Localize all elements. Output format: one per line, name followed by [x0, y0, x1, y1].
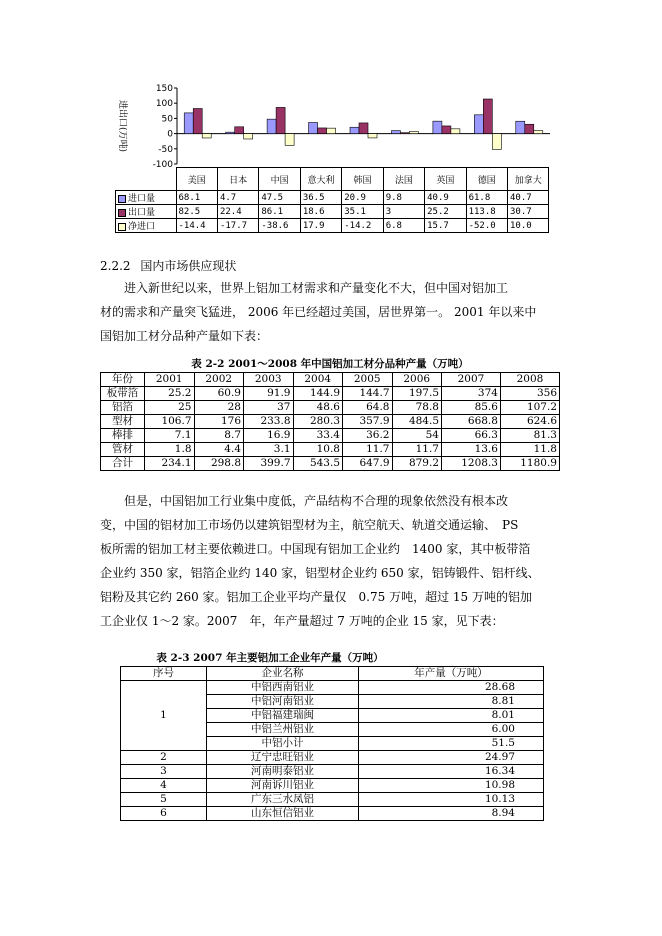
bar-进口量-意大利 — [309, 123, 318, 134]
table-row — [121, 793, 544, 807]
bar-出口量-法国 — [400, 133, 409, 134]
chart-legend-entry — [116, 205, 177, 219]
paragraph-line: 工企业仅 1～2 家。2007 年，年产量超过 7 万吨的企业 15 家，见下表： — [100, 614, 504, 628]
table-cell: 25.2 — [145, 387, 195, 401]
chart-series-row — [116, 219, 549, 233]
table22-header-cell: 2006 — [392, 373, 442, 387]
table23-header-cell: 企业名称 — [207, 667, 359, 681]
row-number: 2 — [121, 751, 207, 765]
company-name: 河南明泰铝业 — [207, 765, 359, 779]
paragraph-1 — [100, 276, 570, 348]
table22-header-cell: 2004 — [293, 373, 343, 387]
chart-category-label: 加拿大 — [508, 168, 549, 191]
table-cell: 1.8 — [145, 443, 195, 457]
bar-出口量-韩国 — [359, 123, 368, 134]
legend-swatch — [118, 195, 126, 203]
row-label: 型材 — [101, 415, 145, 429]
table-row — [101, 457, 560, 471]
row-label: 板带箔 — [101, 387, 145, 401]
paragraph-line: 企业约 350 家，铝箔企业约 140 家，铝型材企业约 650 家，铝铸锻件、铝杆线、 — [100, 566, 540, 580]
chart-series-row — [116, 205, 549, 219]
table-cell: 11.7 — [343, 443, 393, 457]
table-cell: 81.3 — [500, 429, 559, 443]
section-number: 2.2.2 — [100, 259, 131, 273]
y-tick-label: -100 — [152, 160, 173, 167]
chart-data-label: 6.8 — [383, 219, 424, 233]
table22-header-cell: 2002 — [194, 373, 244, 387]
chart-data-label: 25.2 — [425, 205, 466, 219]
bar-净进口-德国 — [492, 134, 501, 150]
chart-data-label: 113.8 — [466, 205, 507, 219]
trade-chart — [110, 82, 560, 167]
row-label: 铝箔 — [101, 401, 145, 415]
bar-净进口-英国 — [451, 129, 460, 134]
bar-出口量-德国 — [483, 99, 492, 134]
chart-table-corner — [116, 168, 177, 191]
table-cell: 647.9 — [343, 457, 393, 471]
annual-output: 8.94 — [359, 807, 544, 821]
table-cell: 54 — [392, 429, 442, 443]
chart-data-table — [115, 167, 549, 233]
company-name: 中铝兰州铝业 — [207, 723, 359, 737]
table-row — [121, 681, 544, 695]
bar-进口量-中国 — [267, 119, 276, 133]
company-name: 中铝福建瑞闽 — [207, 709, 359, 723]
chart-data-label: 36.5 — [300, 191, 341, 205]
paragraph-2 — [100, 489, 570, 633]
row-label: 合计 — [101, 457, 145, 471]
bar-进口量-英国 — [433, 121, 442, 133]
chart-data-label: -14.4 — [176, 219, 217, 233]
table-cell: 144.7 — [343, 387, 393, 401]
y-tick-label: -50 — [158, 144, 173, 155]
chart-data-label: -52.0 — [466, 219, 507, 233]
table-cell: 64.8 — [343, 401, 393, 415]
paragraph-line: 板所需的铝加工材主要依赖进口。中国现有铝加工企业约 1400 家，其中板带箔 — [100, 542, 531, 556]
chart-data-label: 47.5 — [259, 191, 300, 205]
table22-header-cell: 年份 — [101, 373, 145, 387]
row-label: 棒排 — [101, 429, 145, 443]
table22-caption: 表 2-2 2001～2008 年中国铝加工材分品种产量（万吨） — [191, 358, 469, 370]
bar-进口量-日本 — [226, 132, 235, 133]
table23-header-cell: 年产量（万吨） — [359, 667, 544, 681]
annual-output: 51.5 — [359, 737, 544, 751]
y-tick-label: 150 — [155, 84, 173, 94]
row-label: 管材 — [101, 443, 145, 457]
table-cell: 37 — [244, 401, 294, 415]
table22-header-cell: 2003 — [244, 373, 294, 387]
table-cell: 91.9 — [244, 387, 294, 401]
y-tick-label: 50 — [161, 114, 173, 125]
chart-legend-entry — [116, 219, 177, 233]
bar-净进口-美国 — [202, 134, 211, 138]
table-cell: 7.1 — [145, 429, 195, 443]
chart-category-label: 中国 — [259, 168, 300, 191]
company-name: 山东恒信铝业 — [207, 807, 359, 821]
bar-出口量-美国 — [193, 109, 202, 134]
chart-data-label: 20.9 — [342, 191, 383, 205]
company-name: 河南诉川铝业 — [207, 779, 359, 793]
chart-category-label: 韩国 — [342, 168, 383, 191]
annual-output: 10.98 — [359, 779, 544, 793]
table-cell: 197.5 — [392, 387, 442, 401]
table-row — [121, 807, 544, 821]
table-cell: 374 — [442, 387, 501, 401]
annual-output: 10.13 — [359, 793, 544, 807]
table-cell: 356 — [500, 387, 559, 401]
chart-data-label: 82.5 — [176, 205, 217, 219]
paragraph-line: 但是，中国铝加工行业集中度低，产品结构不合理的现象依然没有根本改 — [124, 494, 509, 508]
chart-data-label: -14.2 — [342, 219, 383, 233]
table23-header-row — [121, 667, 544, 681]
chart-data-label: 40.7 — [508, 191, 549, 205]
row-number: 4 — [121, 779, 207, 793]
table-cell: 233.8 — [244, 415, 294, 429]
table-cell: 624.6 — [500, 415, 559, 429]
chart-category-label: 美国 — [176, 168, 217, 191]
legend-swatch — [118, 209, 126, 217]
chart-table-header-row — [116, 168, 549, 191]
chart-category-label: 法国 — [383, 168, 424, 191]
row-number: 5 — [121, 793, 207, 807]
chart-data-label: -38.6 — [259, 219, 300, 233]
chart-data-label: 86.1 — [259, 205, 300, 219]
table-cell: 1180.9 — [500, 457, 559, 471]
bar-净进口-法国 — [409, 132, 418, 134]
table-cell: 66.3 — [442, 429, 501, 443]
table22-header-cell: 2001 — [145, 373, 195, 387]
table-cell: 106.7 — [145, 415, 195, 429]
bar-进口量-法国 — [391, 131, 400, 134]
table-cell: 879.2 — [392, 457, 442, 471]
table-cell: 36.2 — [343, 429, 393, 443]
chart-data-label: 10.0 — [508, 219, 549, 233]
table-row — [101, 401, 560, 415]
row-number: 6 — [121, 807, 207, 821]
table-cell: 11.8 — [500, 443, 559, 457]
paragraph-line: 进入新世纪以来，世界上铝加工材需求和产量变化不大，但中国对铝加工 — [124, 281, 509, 295]
annual-output: 24.97 — [359, 751, 544, 765]
chart-data-label: 4.7 — [217, 191, 258, 205]
table22-header-row — [101, 373, 560, 387]
table-cell: 48.6 — [293, 401, 343, 415]
chart-data-label: 15.7 — [425, 219, 466, 233]
chart-data-label: 18.6 — [300, 205, 341, 219]
y-axis-label: 进出口(万吨) — [117, 99, 127, 153]
table-cell: 8.7 — [194, 429, 244, 443]
bar-出口量-加拿大 — [525, 124, 534, 133]
bar-进口量-韩国 — [350, 127, 359, 133]
chart-legend-entry — [116, 191, 177, 205]
company-name: 中铝西南铝业 — [207, 681, 359, 695]
bar-进口量-德国 — [474, 115, 483, 134]
section-title: 国内市场供应现状 — [140, 259, 237, 273]
section-heading — [100, 257, 236, 274]
bar-出口量-日本 — [235, 127, 244, 134]
chart-data-label: 68.1 — [176, 191, 217, 205]
table-cell: 28 — [194, 401, 244, 415]
annual-output: 28.68 — [359, 681, 544, 695]
chart-data-label: 61.8 — [466, 191, 507, 205]
table22-header-cell: 2007 — [442, 373, 501, 387]
legend-swatch — [118, 223, 126, 231]
chart-data-label: 9.8 — [383, 191, 424, 205]
table-cell: 1208.3 — [442, 457, 501, 471]
table22-header-cell: 2005 — [343, 373, 393, 387]
company-name: 中铝小计 — [207, 737, 359, 751]
bar-进口量-美国 — [184, 113, 193, 134]
table-cell: 357.9 — [343, 415, 393, 429]
chart-category-label: 德国 — [466, 168, 507, 191]
table-row — [101, 415, 560, 429]
table23 — [120, 666, 544, 821]
table-cell: 543.5 — [293, 457, 343, 471]
chart-data-label: 35.1 — [342, 205, 383, 219]
chart-category-label: 意大利 — [300, 168, 341, 191]
legend-label: 净进口 — [128, 222, 156, 232]
table-cell: 234.1 — [145, 457, 195, 471]
company-name: 辽宁忠旺铝业 — [207, 751, 359, 765]
table-cell: 33.4 — [293, 429, 343, 443]
chart-data-label: 17.9 — [300, 219, 341, 233]
table-cell: 176 — [194, 415, 244, 429]
table-cell: 11.7 — [392, 443, 442, 457]
table23-header-cell: 序号 — [121, 667, 207, 681]
table-cell: 298.8 — [194, 457, 244, 471]
bar-净进口-韩国 — [368, 134, 377, 138]
table-row — [101, 429, 560, 443]
table-row — [121, 751, 544, 765]
table-cell: 25 — [145, 401, 195, 415]
chart-category-label: 英国 — [425, 168, 466, 191]
chart-category-label: 日本 — [217, 168, 258, 191]
chart-data-label: -17.7 — [217, 219, 258, 233]
chart-series-row — [116, 191, 549, 205]
paragraph-line: 铝粉及其它约 260 家。铝加工企业平均产量仅 0.75 万吨，超过 15 万吨的铝加 — [100, 590, 532, 604]
bar-净进口-加拿大 — [534, 131, 543, 134]
legend-label: 出口量 — [128, 208, 156, 218]
company-name: 中铝河南铝业 — [207, 695, 359, 709]
table-cell: 16.9 — [244, 429, 294, 443]
chart-data-label: 30.7 — [508, 205, 549, 219]
chart-data-label: 22.4 — [217, 205, 258, 219]
table22 — [100, 372, 560, 471]
annual-output: 6.00 — [359, 723, 544, 737]
table22-header-cell: 2008 — [500, 373, 559, 387]
table-cell: 3.1 — [244, 443, 294, 457]
row-number: 3 — [121, 765, 207, 779]
annual-output: 8.01 — [359, 709, 544, 723]
chart-data-label: 40.9 — [425, 191, 466, 205]
table-cell: 78.8 — [392, 401, 442, 415]
table-row — [101, 443, 560, 457]
annual-output: 16.34 — [359, 765, 544, 779]
paragraph-line: 变，中国的铝材加工市场仍以建筑铝型材为主，航空航天、轨道交通运输、 PS — [100, 518, 519, 532]
table23-caption: 表 2-3 2007 年主要铝加工企业年产量（万吨） — [156, 652, 384, 664]
company-name: 广东三水凤铝 — [207, 793, 359, 807]
table-cell: 10.8 — [293, 443, 343, 457]
table-cell: 484.5 — [392, 415, 442, 429]
y-tick-label: 100 — [155, 99, 173, 110]
table-row — [121, 779, 544, 793]
chart-data-label: 3 — [383, 205, 424, 219]
table-cell: 85.6 — [442, 401, 501, 415]
table-cell: 4.4 — [194, 443, 244, 457]
paragraph-line: 材的需求和产量突飞猛进， 2006 年已经超过美国，居世界第一。 2001 年以来中 — [100, 305, 537, 319]
table-cell: 668.8 — [442, 415, 501, 429]
bar-出口量-英国 — [442, 126, 451, 134]
legend-label: 进口量 — [128, 194, 156, 204]
table-cell: 107.2 — [500, 401, 559, 415]
table-row — [101, 387, 560, 401]
annual-output: 8.81 — [359, 695, 544, 709]
table-cell: 60.9 — [194, 387, 244, 401]
paragraph-line: 国铝加工材分品种产量如下表： — [100, 329, 269, 343]
bar-净进口-日本 — [244, 134, 253, 139]
table-row — [121, 765, 544, 779]
table-cell: 144.9 — [293, 387, 343, 401]
table-cell: 399.7 — [244, 457, 294, 471]
bar-进口量-加拿大 — [516, 121, 525, 133]
bar-出口量-中国 — [276, 107, 285, 133]
bar-净进口-意大利 — [327, 128, 336, 133]
table-cell: 13.6 — [442, 443, 501, 457]
table-cell: 280.3 — [293, 415, 343, 429]
y-tick-label: 0 — [167, 129, 173, 140]
bar-净进口-中国 — [285, 134, 294, 146]
row-number: 1 — [121, 681, 207, 751]
bar-出口量-意大利 — [318, 128, 327, 134]
